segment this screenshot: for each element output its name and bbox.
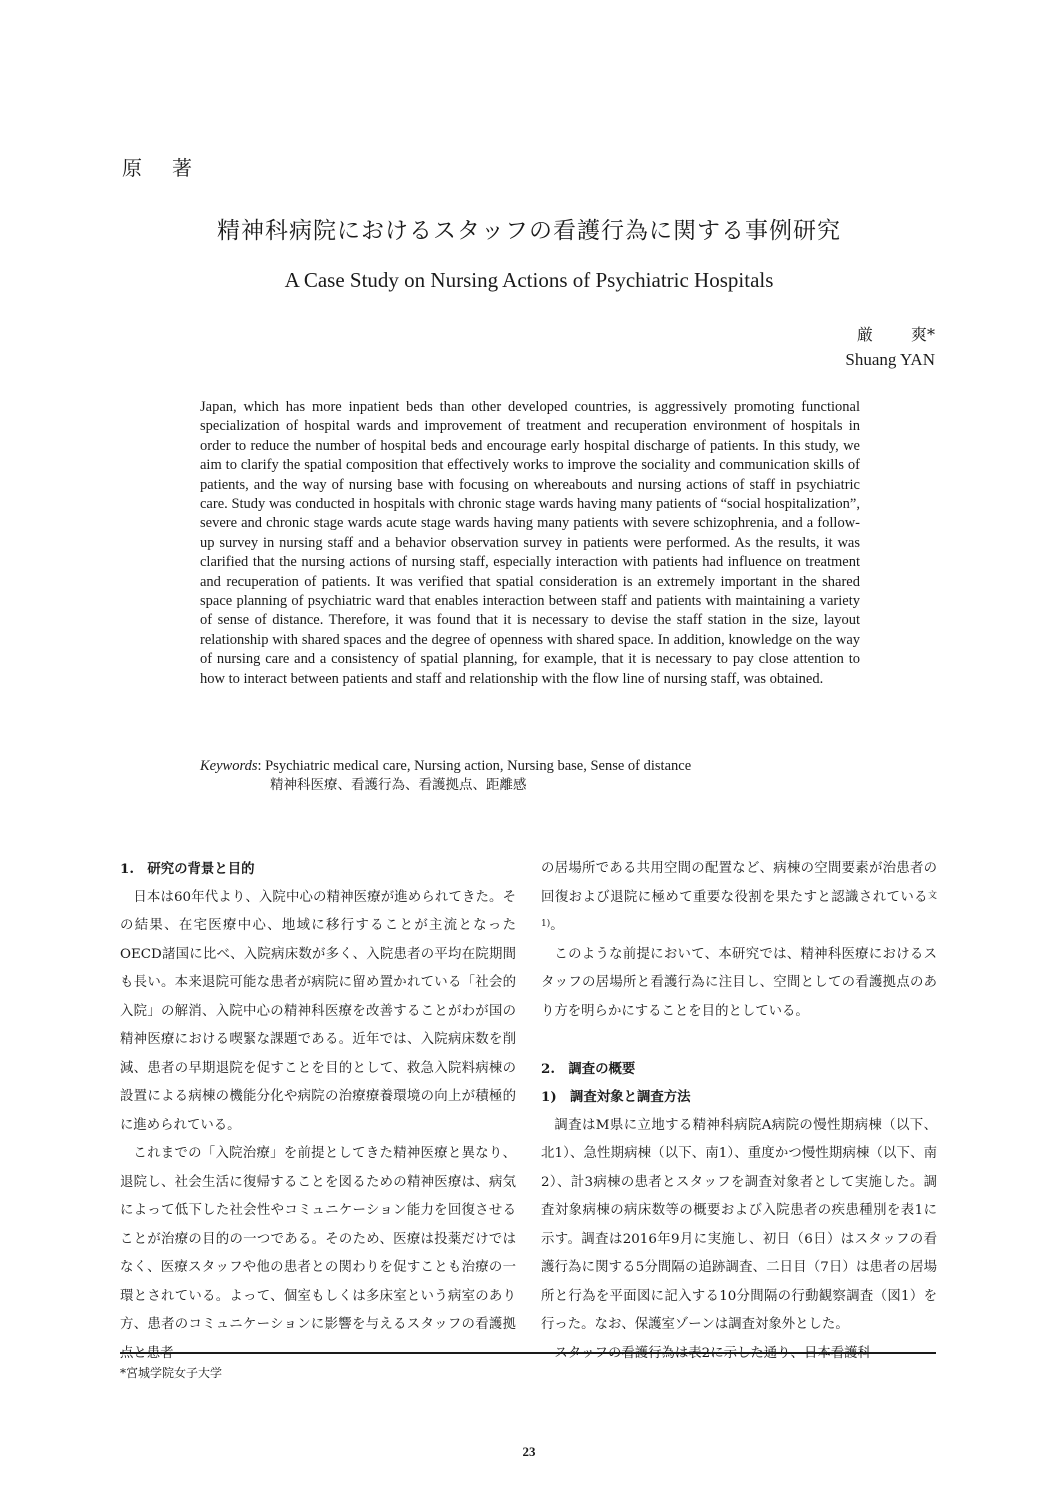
author-given-name: 爽* xyxy=(910,325,935,344)
abstract: Japan, which has more inpatient beds than other developed countries, is aggressively promoting functional specialization of hospital wards and improvement of treatment and recuperation environment of hospitals in order to reduce the number of hospital beds and encourage early hospital discharge of patients. In this study, we aim to clarify the spatial composition that effectively works to improve the sociality and communication skills of patients, and the way of nursing base with focusing on whereabouts and nursing actions of staff in psychiatric care. Study was conducted in hospitals with chronic stage wards having many patients of “social hospitalization”, severe and chronic stage wards acute stage wards having many patients with severe schizophrenia, and a follow-up survey in nursing staff and a behavior observation survey in patients were performed. As the results, it was clarified that the nursing actions of nursing staff, especially interaction with patients had influence on treatment and recuperation of patients. It was verified that spatial consideration is an extremely important in the shared space planning of psychiatric ward that enables interaction between staff and patients with maintaining a variety of sense of distance. Therefore, it was found that it is necessary to devise the staff station in the size, layout relationship with shared spaces and the degree of openness with shared space. In addition, knowledge on the way of nursing care and a consistency of spatial planning, for example, that it is necessary to pay close attention to how to interact between patients and staff and relationship with the flow line of nursing staff, was obtained. xyxy=(200,399,860,687)
keywords-list-english: : Psychiatric medical care, Nursing action, Nursing base, Sense of distance xyxy=(257,758,692,774)
author-name-english: Shuang YAN xyxy=(845,350,935,369)
keywords-english xyxy=(200,757,691,776)
citation-ref: 文1) xyxy=(541,890,937,929)
section-heading-2: 2. 調査の概要 xyxy=(541,1060,636,1077)
author-family-name: 厳 xyxy=(856,325,873,344)
affiliation-footnote: *宮城学院女子大学 xyxy=(120,1366,223,1380)
paragraph: 日本は60年代より、入院中心の精神医療が進められてきた。その結果、在宅医療中心、地域に移行することが主流となったOECD諸国に比べ、入院病床数が多く、入院患者の平均在院期間も長い。本来退院可能な患者が病院に留め置かれている「社会的入院」の解消、入院中心の精神科医療を改善することがわが国の精神医療における喫緊な課題である。近年では、入院病床数を削減、患者の早期退院を促すことを目的として、救急入院料病棟の設置による病棟の機能分化や病院の治療療養環境の向上が積極的に進められている。 xyxy=(120,889,516,1133)
author-name-japanese xyxy=(857,322,935,345)
paragraph: このような前提において、本研究では、精神科医療におけるスタッフの居場所と看護行為に注目し、空間としての看護拠点のあり方を明らかにすることを目的としている。 xyxy=(541,946,937,1019)
paragraph: これまでの「入院治療」を前提としてきた精神医療と異なり、退院し、社会生活に復帰することを図るための精神医療は、病気によって低下した社会性やコミュニケーション能力を回復させることが治療の目的の一つである。そのため、医療は投薬だけではなく、医療スタッフや他の患者との関わりを促すことも治療の一環とされている。よって、個室もしくは多床室という病室のあり方、患者のコミュニケーションに影響を与えるスタッフの看護拠点と患者 xyxy=(120,1146,516,1361)
paragraph: 調査はM県に立地する精神科病院A病院の慢性期病棟（以下、北1）、急性期病棟（以下、南1）、重度かつ慢性期病棟（以下、南2）、計3病棟の患者とスタッフを調査対象者として実施した。調査対象病棟の病床数等の概要および入院患者の疾患種別を表1に示す。調査は2016年9月に実施し、初日（6日）はスタッフの看護行為に関する5分間隔の追跡調査、二日目（7日）は患者の居場所と行為を平面図に記入する10分間隔の行動観察調査（図1）を行った。なお、保護室ゾーンは調査対象外とした。 xyxy=(541,1117,937,1332)
paragraph-continued xyxy=(541,855,937,941)
title-english: A Case Study on Nursing Actions of Psychiatric Hospitals xyxy=(284,268,774,292)
paragraph: スタッフの看護行為は表2に示した通り、日本看護科 xyxy=(554,1345,871,1361)
paragraph-end: 。 xyxy=(550,918,564,933)
page-number: 23 xyxy=(522,1444,536,1459)
title-japanese: 精神科病院におけるスタッフの看護行為に関する事例研究 xyxy=(217,218,841,244)
subsection-heading: 1) 調査対象と調査方法 xyxy=(541,1089,691,1105)
section-heading-1: 1. 研究の背景と目的 xyxy=(120,861,255,877)
paragraph-text: の居場所である共用空間の配置など、病棟の空間要素が治患者の回復および退院に極めて重要な役割を果たすと認識されている xyxy=(541,861,937,905)
body-column-left xyxy=(120,855,516,1368)
article-type-label: 原著 xyxy=(122,156,222,180)
keywords-label: Keywords xyxy=(200,758,258,774)
footnote-rule xyxy=(120,1352,936,1354)
blank-line xyxy=(541,1026,937,1055)
body-column-right xyxy=(541,855,937,1368)
keywords-japanese: 精神科医療、看護行為、看護拠点、距離感 xyxy=(270,777,527,793)
